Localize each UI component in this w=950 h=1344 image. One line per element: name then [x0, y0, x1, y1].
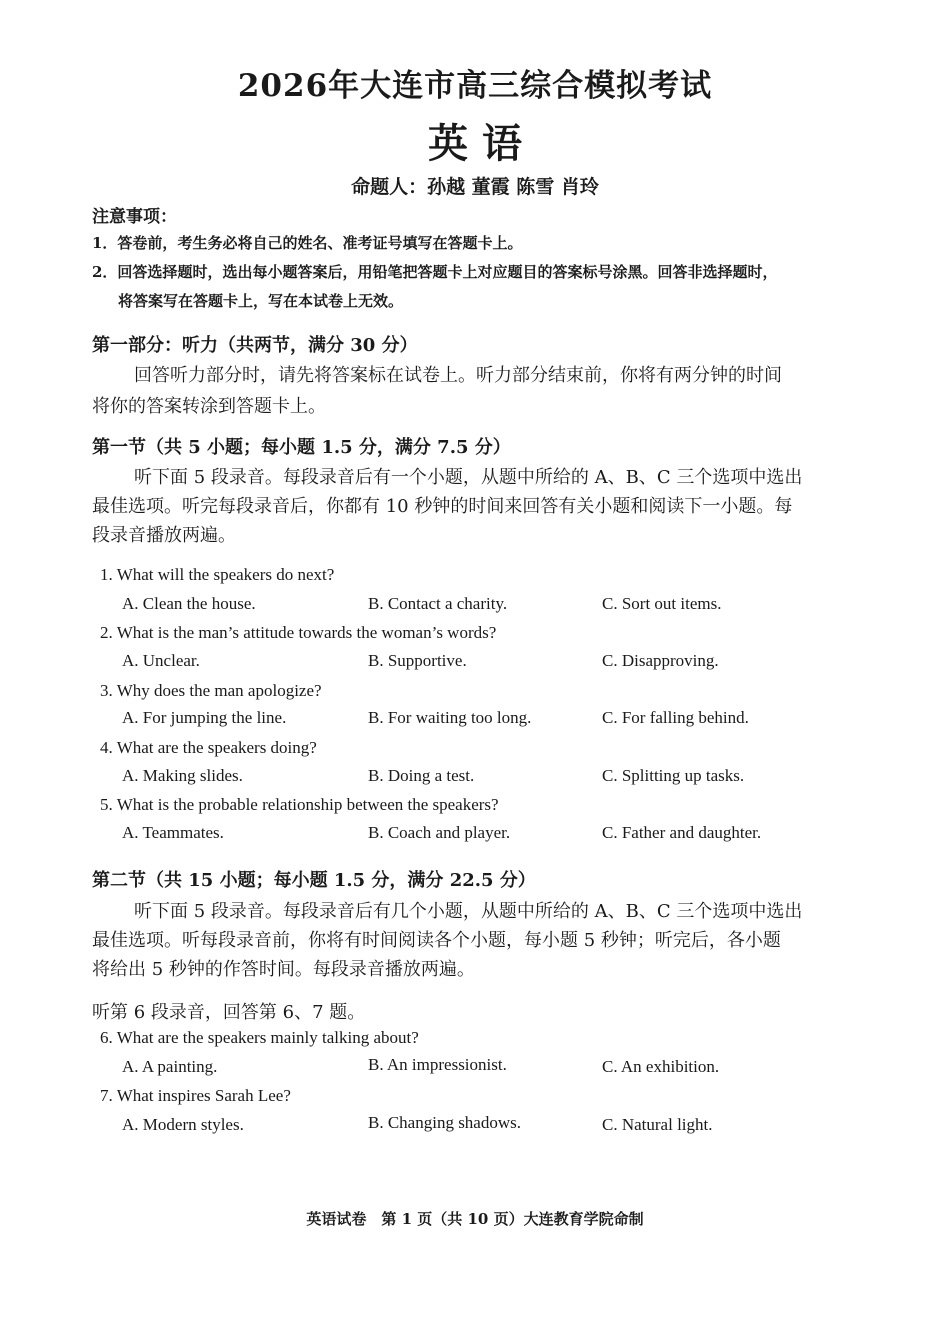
part1-heading: 第一部分：听力（共两节，满分 30 分）: [92, 335, 418, 356]
question-7-option-b: B. Changing shadows.: [368, 1113, 521, 1132]
section2-instructions-line2: 最佳选项。听每段录音前，你将有时间阅读各个小题，每小题 5 秒钟；听完后，各小题: [92, 930, 781, 951]
question-4-option-b: B. Doing a test.: [368, 766, 475, 785]
question-6: 6. What are the speakers mainly talking about?: [100, 1028, 419, 1047]
section2-instructions-line1: 听下面 5 段录音。每段录音后有几个小题，从题中所给的 A、B、C 三个选项中选出: [134, 901, 803, 922]
question-3-option-a: A. For jumping the line.: [122, 708, 287, 727]
exam-title: 2026年大连市高三综合模拟考试: [237, 68, 713, 104]
question-5-option-b: B. Coach and player.: [368, 823, 511, 842]
question-7-option-c: C. Natural light.: [602, 1115, 713, 1134]
page-footer: 英语试卷 第 1 页（共 10 页）大连教育学院命制: [306, 1210, 644, 1228]
question-3-option-b: B. For waiting too long.: [368, 708, 532, 727]
notice-item-2: 2．回答选择题时，选出每小题答案后，用铅笔把答题卡上对应题目的答案标号涂黑。回答非选择题时，: [92, 263, 778, 281]
section1-instructions-line3: 段录音播放两遍。: [92, 525, 236, 546]
question-1-option-c: C. Sort out items.: [602, 594, 722, 613]
question-6-option-c: C. An exhibition.: [602, 1057, 720, 1076]
question-1-option-a: A. Clean the house.: [122, 594, 256, 613]
question-3: 3. Why does the man apologize?: [100, 681, 322, 700]
group-label-6-7: 听第 6 段录音，回答第 6、7 题。: [92, 1002, 366, 1023]
section2-instructions-line3: 将给出 5 秒钟的作答时间。每段录音播放两遍。: [92, 959, 475, 980]
question-4: 4. What are the speakers doing?: [100, 738, 317, 757]
question-6-option-a: A. A painting.: [122, 1057, 218, 1076]
question-5-option-c: C. Father and daughter.: [602, 823, 762, 842]
notice-heading: 注意事项：: [92, 207, 177, 227]
question-3-option-c: C. For falling behind.: [602, 708, 749, 727]
section1-instructions-line1: 听下面 5 段录音。每段录音后有一个小题，从题中所给的 A、B、C 三个选项中选出: [134, 467, 803, 488]
question-1-option-b: B. Contact a charity.: [368, 594, 508, 613]
question-6-option-b: B. An impressionist.: [368, 1055, 507, 1074]
question-4-option-c: C. Splitting up tasks.: [602, 766, 745, 785]
notice-item-1: 1．答卷前，考生务必将自己的姓名、准考证号填写在答题卡上。: [92, 234, 523, 252]
question-7: 7. What inspires Sarah Lee?: [100, 1086, 291, 1105]
question-4-option-a: A. Making slides.: [122, 766, 243, 785]
section2-heading: 第二节（共 15 小题；每小题 1.5 分，满分 22.5 分）: [92, 870, 536, 891]
section1-instructions-line2: 最佳选项。听完每段录音后，你都有 10 秒钟的时间来回答有关小题和阅读下一小题。每: [92, 496, 793, 517]
question-5-option-a: A. Teammates.: [122, 823, 224, 842]
question-5: 5. What is the probable relationship between the speakers?: [100, 795, 499, 814]
authors-line: 命题人：孙越 董霞 陈雪 肖玲: [351, 176, 599, 198]
section1-heading: 第一节（共 5 小题；每小题 1.5 分，满分 7.5 分）: [92, 437, 511, 458]
question-2: 2. What is the man’s attitude towards the woman’s words?: [100, 623, 497, 642]
part1-instructions-line2: 将你的答案转涂到答题卡上。: [92, 396, 326, 417]
question-1: 1. What will the speakers do next?: [100, 565, 335, 584]
question-7-option-a: A. Modern styles.: [122, 1115, 244, 1134]
question-2-option-b: B. Supportive.: [368, 651, 467, 670]
question-2-option-a: A. Unclear.: [122, 651, 200, 670]
part1-instructions-line1: 回答听力部分时，请先将答案标在试卷上。听力部分结束前，你将有两分钟的时间: [134, 365, 782, 386]
subject-title: 英 语: [428, 120, 522, 167]
question-2-option-c: C. Disapproving.: [602, 651, 719, 670]
notice-item-2-cont: 将答案写在答题卡上，写在本试卷上无效。: [118, 292, 404, 310]
